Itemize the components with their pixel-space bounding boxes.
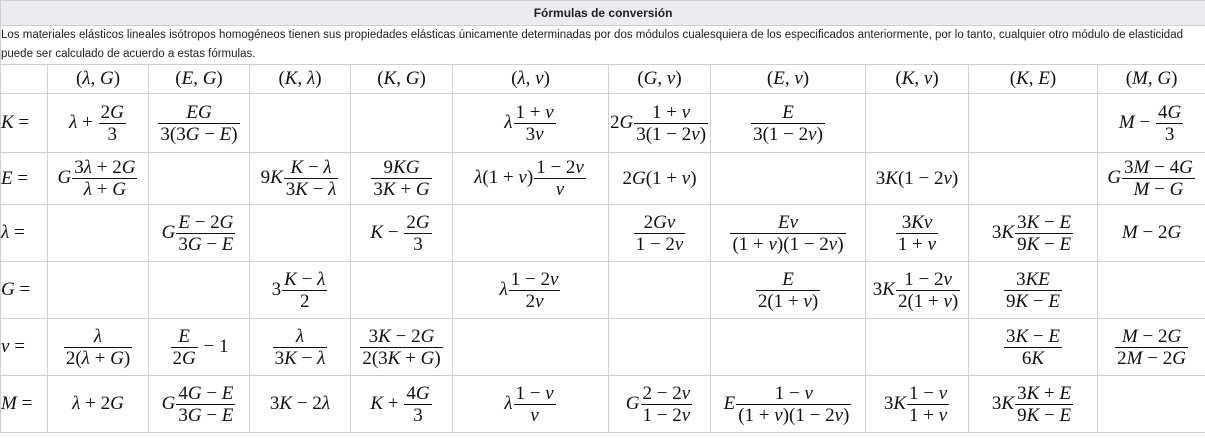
formula-cell-g-nu: $\frac{2G\nu}{1 - 2\nu}$	[609, 205, 711, 262]
header-e-g: (E, G)	[149, 65, 250, 94]
formula-cell-e-g: G $\frac{E - 2G}{3G - E}$	[149, 205, 250, 262]
header-lambda-g: (λ, G)	[48, 65, 149, 94]
formula-cell-k-g: $\frac{3K - 2G}{2(3K + G)}$	[351, 319, 453, 376]
formula-cell-m-g: M − $\frac{4G}{3}$	[1098, 94, 1205, 153]
table-row	[1, 376, 1205, 433]
header-g-nu: (G, ν)	[609, 65, 711, 94]
formula-cell-m-g: $\frac{M - 2G}{2M - 2G}$	[1098, 319, 1205, 376]
formula-cell-g-nu	[609, 319, 711, 376]
table-row	[1, 205, 1205, 262]
header-row	[1, 65, 1205, 94]
table-row	[1, 153, 1205, 205]
formula-cell-k-g: $\frac{9KG}{3K + G}$	[351, 153, 453, 205]
header-e-nu: (E, ν)	[711, 65, 866, 94]
formula-cell-e-nu	[711, 319, 866, 376]
header-corner	[1, 65, 48, 94]
formula-cell-lambda-nu	[453, 319, 609, 376]
formula-cell-e-g: $\frac{EG}{3(3G - E)}$	[149, 94, 250, 153]
table-row	[1, 94, 1205, 153]
formula-cell-k-lambda: 3 $\frac{K - \lambda}{2}$	[250, 262, 351, 319]
formula-cell-lambda-nu: λ $\frac{1 - 2\nu}{2\nu}$	[453, 262, 609, 319]
row-label: λ =	[1, 205, 48, 262]
formula-cell-e-g	[149, 262, 250, 319]
formula-cell-g-nu: 2G(1 + ν)	[609, 153, 711, 205]
formula-cell-k-nu: 3K $\frac{1 - \nu}{1 + \nu}$	[866, 376, 969, 433]
formula-cell-k-e: 3K $\frac{3K + E}{9K - E}$	[969, 376, 1098, 433]
table-row	[1, 319, 1205, 376]
formula-cell-e-g: G $\frac{4G - E}{3G - E}$	[149, 376, 250, 433]
formula-cell-k-nu: $\frac{3K\nu}{1 + \nu}$	[866, 205, 969, 262]
formula-cell-e-nu: E $\frac{1 - \nu}{(1 + \nu)(1 - 2\nu)}$	[711, 376, 866, 433]
formula-cell-lambda-nu: λ $\frac{1 - \nu}{\nu}$	[453, 376, 609, 433]
header-k-e: (K, E)	[969, 65, 1098, 94]
formula-cell-k-nu: 3K(1 − 2ν)	[866, 153, 969, 205]
formula-cell-k-g	[351, 262, 453, 319]
formula-cell-k-nu	[866, 319, 969, 376]
formula-cell-k-e: $\frac{3KE}{9K - E}$	[969, 262, 1098, 319]
formula-cell-k-lambda: 3K − 2λ	[250, 376, 351, 433]
row-label: E =	[1, 153, 48, 205]
formula-cell-m-g: G $\frac{3M - 4G}{M - G}$	[1098, 153, 1205, 205]
formula-cell-lambda-g: λ + 2G	[48, 376, 149, 433]
formula-cell-e-g: $\frac{E}{2G}$ − 1	[149, 319, 250, 376]
formula-cell-lambda-nu: λ(1 + ν) $\frac{1 - 2\nu}{\nu}$	[453, 153, 609, 205]
header-m-g: (M, G)	[1098, 65, 1205, 94]
table-description: Los materiales elásticos lineales isótropos homogéneos tienen sus propiedades elásticas únicamente determinadas por dos módulos cualesquiera de los especificados anteriormente, por lo tanto, cualquier otro módulo de elasticidad puede ser calculado de acuerdo a estas fórmulas.	[1, 26, 1205, 65]
formula-cell-e-nu: $\frac{E}{2(1 + \nu)}$	[711, 262, 866, 319]
table-title: Fórmulas de conversión	[1, 1, 1205, 26]
header-k-nu: (K, ν)	[866, 65, 969, 94]
formula-cell-k-e: $\frac{3K - E}{6K}$	[969, 319, 1098, 376]
formula-cell-k-lambda	[250, 94, 351, 153]
formula-cell-g-nu: G $\frac{2 - 2\nu}{1 - 2\nu}$	[609, 376, 711, 433]
row-label: ν =	[1, 319, 48, 376]
formula-cell-m-g: M − 2G	[1098, 205, 1205, 262]
formula-cell-k-nu: 3K $\frac{1 - 2\nu}{2(1 + \nu)}$	[866, 262, 969, 319]
formula-cell-k-g: K + $\frac{4G}{3}$	[351, 376, 453, 433]
formula-cell-k-e	[969, 94, 1098, 153]
formula-cell-e-nu: $\frac{E}{3(1 - 2\nu)}$	[711, 94, 866, 153]
formula-cell-k-e: 3K $\frac{3K - E}{9K - E}$	[969, 205, 1098, 262]
formula-cell-lambda-g	[48, 205, 149, 262]
formula-cell-k-nu	[866, 94, 969, 153]
formula-cell-e-nu	[711, 153, 866, 205]
formula-cell-k-lambda: 9K $\frac{K - \lambda}{3K - \lambda}$	[250, 153, 351, 205]
formula-cell-k-g: K − $\frac{2G}{3}$	[351, 205, 453, 262]
formula-cell-k-lambda	[250, 205, 351, 262]
row-label: M =	[1, 376, 48, 433]
formula-cell-e-g	[149, 153, 250, 205]
formula-cell-g-nu	[609, 262, 711, 319]
header-k-lambda: (K, λ)	[250, 65, 351, 94]
formula-cell-lambda-g	[48, 262, 149, 319]
header-lambda-nu: (λ, ν)	[453, 65, 609, 94]
row-label: G =	[1, 262, 48, 319]
formula-cell-e-nu: $\frac{E\nu}{(1 + \nu)(1 - 2\nu)}$	[711, 205, 866, 262]
formula-cell-k-e	[969, 153, 1098, 205]
formula-cell-k-lambda: $\frac{\lambda}{3K - \lambda}$	[250, 319, 351, 376]
table-row	[1, 262, 1205, 319]
formula-cell-lambda-g: $\frac{\lambda}{2(\lambda + G)}$	[48, 319, 149, 376]
formula-cell-lambda-nu: λ $\frac{1 + \nu}{3\nu}$	[453, 94, 609, 153]
formula-cell-g-nu: 2G $\frac{1 + \nu}{3(1 - 2\nu)}$	[609, 94, 711, 153]
formula-cell-m-g	[1098, 262, 1205, 319]
header-k-g: (K, G)	[351, 65, 453, 94]
formula-cell-m-g	[1098, 376, 1205, 433]
formula-cell-lambda-g: G $\frac{3\lambda + 2G}{\lambda + G}$	[48, 153, 149, 205]
row-label: K =	[1, 94, 48, 153]
formula-cell-k-g	[351, 94, 453, 153]
formula-cell-lambda-nu	[453, 205, 609, 262]
formula-cell-lambda-g: λ + $\frac{2G}{3}$	[48, 94, 149, 153]
